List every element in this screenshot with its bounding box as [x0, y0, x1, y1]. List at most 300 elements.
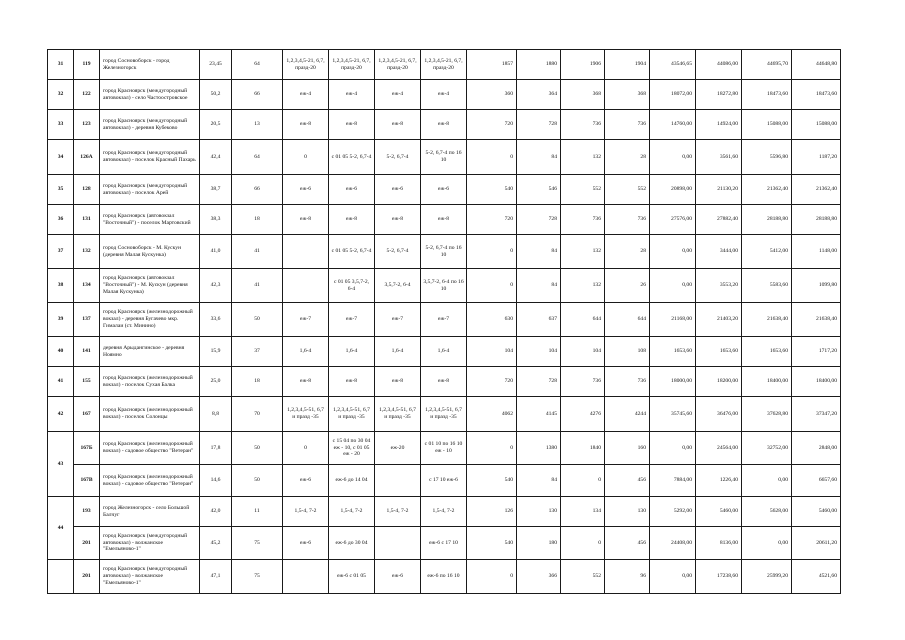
route-code: 201 — [74, 560, 100, 594]
trips-period-4: 552 — [605, 175, 650, 205]
row-number: 40 — [48, 337, 74, 367]
sum-period-2: 27882,40 — [696, 205, 742, 235]
schedule-period-4: еж-8 — [421, 110, 467, 140]
trips-period-3: 132 — [561, 140, 605, 175]
sum-period-3: 21362,40 — [742, 175, 792, 205]
row-number: 37 — [48, 235, 74, 269]
trips-period-4: 108 — [605, 337, 650, 367]
trips-period-1: 540 — [467, 527, 517, 560]
table-row — [48, 397, 841, 432]
sum-period-1: 5292,00 — [650, 497, 696, 527]
trips-period-1: 360 — [467, 80, 517, 110]
sum-period-4: 1187,20 — [792, 140, 841, 175]
trips-period-2: 1380 — [517, 432, 561, 465]
route-capacity: 50 — [232, 303, 283, 337]
route-name: город Красноярск (междугородный автовокзал) - поселок Красный Пахарь — [100, 140, 200, 175]
trips-period-3: 736 — [561, 367, 605, 397]
schedule-period-2: с 15 04 по 30 04 еж - 10, с 01 05 еж - 20 — [329, 432, 375, 465]
trips-period-3: 1840 — [561, 432, 605, 465]
trips-period-4: 368 — [605, 80, 650, 110]
schedule-period-1: еж-6 — [283, 465, 329, 497]
route-distance: 41,0 — [200, 235, 232, 269]
sum-period-4: 28188,80 — [792, 205, 841, 235]
route-distance: 15,9 — [200, 337, 232, 367]
route-code: 167Б — [74, 432, 100, 465]
sum-period-1: 43546,65 — [650, 50, 696, 80]
sum-period-2: 14924,00 — [696, 110, 742, 140]
trips-period-1: 720 — [467, 205, 517, 235]
route-capacity: 75 — [232, 560, 283, 594]
route-code: 193 — [74, 497, 100, 527]
trips-period-2: 4145 — [517, 397, 561, 432]
row-number: 33 — [48, 110, 74, 140]
schedule-period-2: еж-6 до 30 04 — [329, 527, 375, 560]
route-distance: 47,1 — [200, 560, 232, 594]
schedule-period-4: еж-6 — [421, 175, 467, 205]
route-capacity: 11 — [232, 497, 283, 527]
route-code: 123 — [74, 110, 100, 140]
schedule-period-2: 1,2,3,4,5-51, 6,7 и празд -35 — [329, 397, 375, 432]
route-distance: 23,45 — [200, 50, 232, 80]
route-capacity: 75 — [232, 527, 283, 560]
route-code: 128 — [74, 175, 100, 205]
route-code: 137 — [74, 303, 100, 337]
sum-period-2: 1226,40 — [696, 465, 742, 497]
sum-period-1: 18072,00 — [650, 80, 696, 110]
trips-period-4: 4244 — [605, 397, 650, 432]
row-number: 35 — [48, 175, 74, 205]
sum-period-4: 21638,40 — [792, 303, 841, 337]
schedule-period-3: 5-2, 6,7-4 — [375, 235, 421, 269]
row-number: 44 — [48, 497, 74, 560]
trips-period-2: 104 — [517, 337, 561, 367]
schedule-period-2: 1,5-4, 7-2 — [329, 497, 375, 527]
schedule-period-2: еж-4 — [329, 80, 375, 110]
trips-period-2: 180 — [517, 527, 561, 560]
table-row — [48, 367, 841, 397]
trips-period-2: 366 — [517, 560, 561, 594]
table-row — [48, 175, 841, 205]
sum-period-4: 20611,20 — [792, 527, 841, 560]
schedule-period-2: еж-6 с 01 05 — [329, 560, 375, 594]
sum-period-4: 6657,60 — [792, 465, 841, 497]
row-number: 43 — [48, 432, 74, 497]
schedule-period-4: 1,2,3,4,5-21, 6,7, празд-20 — [421, 50, 467, 80]
table-row — [48, 337, 841, 367]
sum-period-1: 0,00 — [650, 432, 696, 465]
schedule-period-1: 0 — [283, 140, 329, 175]
trips-period-3: 134 — [561, 497, 605, 527]
schedule-period-3: 1,2,3,4,5-21, 6,7, празд-20 — [375, 50, 421, 80]
trips-period-3: 1906 — [561, 50, 605, 80]
schedule-period-4: еж-6 с 17 10 — [421, 527, 467, 560]
route-name: город Красноярск (междугородный автовокзал) - поселок Арей — [100, 175, 200, 205]
route-name: город Красноярск (железнодорожный вокзал) - садовое общество "Ветеран" — [100, 465, 200, 497]
schedule-period-4: еж-8 — [421, 205, 467, 235]
route-distance: 38,3 — [200, 205, 232, 235]
sum-period-2: 21403,20 — [696, 303, 742, 337]
schedule-period-3: 1,6-4 — [375, 337, 421, 367]
route-code: 201 — [74, 527, 100, 560]
row-number: 41 — [48, 367, 74, 397]
sum-period-1: 7884,00 — [650, 465, 696, 497]
schedule-period-1 — [283, 235, 329, 269]
route-name: город Красноярск (железнодорожный вокзал) - поселок Сухая Балка — [100, 367, 200, 397]
schedule-period-2: 1,6-4 — [329, 337, 375, 367]
trips-period-1: 630 — [467, 303, 517, 337]
table-row — [48, 235, 841, 269]
sum-period-3: 18400,00 — [742, 367, 792, 397]
schedule-period-3 — [375, 465, 421, 497]
sum-period-3: 5628,00 — [742, 497, 792, 527]
schedule-period-1 — [283, 560, 329, 594]
trips-period-3: 0 — [561, 465, 605, 497]
schedule-period-4: еж-7 — [421, 303, 467, 337]
trips-period-4: 96 — [605, 560, 650, 594]
route-name: город Красноярск (железнодорожный вокзал) - поселок Солонцы — [100, 397, 200, 432]
route-code: 155 — [74, 367, 100, 397]
route-name: город Красноярск (автовокзал "Восточный") - поселок Мартовский — [100, 205, 200, 235]
schedule-period-3: еж-8 — [375, 205, 421, 235]
trips-period-4: 736 — [605, 205, 650, 235]
sum-period-2: 17238,60 — [696, 560, 742, 594]
trips-period-3: 0 — [561, 527, 605, 560]
trips-period-2: 1880 — [517, 50, 561, 80]
route-distance: 50,2 — [200, 80, 232, 110]
trips-period-1: 104 — [467, 337, 517, 367]
row-number — [48, 560, 74, 594]
sum-period-3: 37628,80 — [742, 397, 792, 432]
trips-period-4: 1904 — [605, 50, 650, 80]
schedule-period-2: с 01 05 5-2, 6,7-4 — [329, 235, 375, 269]
schedule-period-4: с 17 10 еж-6 — [421, 465, 467, 497]
sum-period-3: 25999,20 — [742, 560, 792, 594]
sum-period-3: 32752,00 — [742, 432, 792, 465]
trips-period-3: 736 — [561, 110, 605, 140]
route-name: город Красноярск (железнодорожный вокзал) - садовое общество "Ветеран" — [100, 432, 200, 465]
sum-period-4: 1717,20 — [792, 337, 841, 367]
route-code: 167 — [74, 397, 100, 432]
trips-period-2: 364 — [517, 80, 561, 110]
row-number: 31 — [48, 50, 74, 80]
schedule-period-3: 5-2, 6,7-4 — [375, 140, 421, 175]
route-schedule-table — [47, 49, 841, 594]
schedule-period-1: 0 — [283, 432, 329, 465]
trips-period-3: 4276 — [561, 397, 605, 432]
schedule-period-3 — [375, 527, 421, 560]
schedule-period-1: 1,2,3,4,5-21, 6,7, празд-20 — [283, 50, 329, 80]
trips-period-4: 28 — [605, 140, 650, 175]
route-distance: 25,0 — [200, 367, 232, 397]
schedule-period-3: 1,5-4, 7-2 — [375, 497, 421, 527]
sum-period-3: 5583,60 — [742, 269, 792, 303]
sum-period-2: 5460,00 — [696, 497, 742, 527]
trips-period-1: 0 — [467, 269, 517, 303]
schedule-period-4: еж-4 — [421, 80, 467, 110]
trips-period-3: 132 — [561, 235, 605, 269]
schedule-period-1: еж-8 — [283, 367, 329, 397]
table-row — [48, 560, 841, 594]
schedule-period-2: 1,2,3,4,5-21, 6,7, празд-20 — [329, 50, 375, 80]
trips-period-3: 644 — [561, 303, 605, 337]
trips-period-2: 546 — [517, 175, 561, 205]
trips-period-1: 0 — [467, 235, 517, 269]
trips-period-3: 552 — [561, 560, 605, 594]
trips-period-1: 126 — [467, 497, 517, 527]
trips-period-4: 28 — [605, 235, 650, 269]
route-code: 126А — [74, 140, 100, 175]
sum-period-3: 0,00 — [742, 527, 792, 560]
sum-period-2: 44086,00 — [696, 50, 742, 80]
schedule-period-1: еж-6 — [283, 527, 329, 560]
trips-period-2: 84 — [517, 140, 561, 175]
trips-period-2: 130 — [517, 497, 561, 527]
sum-period-4: 1148,00 — [792, 235, 841, 269]
route-code: 131 — [74, 205, 100, 235]
trips-period-4: 456 — [605, 465, 650, 497]
route-distance: 20,5 — [200, 110, 232, 140]
schedule-period-4: 1,5-4, 7-2 — [421, 497, 467, 527]
schedule-period-4: 5-2, 6,7-4 по 16 10 — [421, 235, 467, 269]
schedule-period-3: еж-6 — [375, 175, 421, 205]
route-distance: 42,4 — [200, 140, 232, 175]
trips-period-4: 130 — [605, 497, 650, 527]
schedule-period-1: еж-8 — [283, 205, 329, 235]
trips-period-3: 132 — [561, 269, 605, 303]
row-number: 39 — [48, 303, 74, 337]
sum-period-3: 5596,80 — [742, 140, 792, 175]
sum-period-2: 1653,60 — [696, 337, 742, 367]
route-capacity: 70 — [232, 397, 283, 432]
table-row — [48, 205, 841, 235]
sum-period-1: 0,00 — [650, 269, 696, 303]
table-row — [48, 50, 841, 80]
schedule-period-3: еж-4 — [375, 80, 421, 110]
trips-period-1: 1857 — [467, 50, 517, 80]
sum-period-1: 18000,00 — [650, 367, 696, 397]
sum-period-1: 0,00 — [650, 235, 696, 269]
trips-period-3: 552 — [561, 175, 605, 205]
route-code: 122 — [74, 80, 100, 110]
trips-period-1: 0 — [467, 432, 517, 465]
schedule-period-3: 1,2,3,4,5-51, 6,7 и празд -35 — [375, 397, 421, 432]
schedule-period-2: еж-8 — [329, 367, 375, 397]
route-name: город Красноярск (междугородный автовокзал) - волжанское "Емельяново-1" — [100, 527, 200, 560]
sum-period-1: 27576,00 — [650, 205, 696, 235]
schedule-period-4: 1,6-4 — [421, 337, 467, 367]
trips-period-1: 720 — [467, 367, 517, 397]
table-row — [48, 497, 841, 527]
route-name: город Красноярск (автовокзал "Восточный") - М. Кускун (деревня Малая Кускунка) — [100, 269, 200, 303]
route-capacity: 50 — [232, 432, 283, 465]
sum-period-2: 3553,20 — [696, 269, 742, 303]
schedule-period-4: 3,5,7-2, 6-4 по 16 10 — [421, 269, 467, 303]
route-name: город Красноярск (междугородный автовокзал) - село Частоостровское — [100, 80, 200, 110]
route-name: город Красноярск (железнодорожный вокзал) - деревня Бугачево мкр. Гималаи (ст. Минино) — [100, 303, 200, 337]
schedule-period-1: 1,6-4 — [283, 337, 329, 367]
schedule-period-2: еж-6 — [329, 175, 375, 205]
route-capacity: 50 — [232, 465, 283, 497]
route-distance: 8,8 — [200, 397, 232, 432]
route-capacity: 13 — [232, 110, 283, 140]
route-distance: 17,8 — [200, 432, 232, 465]
schedule-period-1: еж-4 — [283, 80, 329, 110]
sum-period-1: 20898,00 — [650, 175, 696, 205]
route-name: город Красноярск (междугородный автовокзал) - деревня Кубеково — [100, 110, 200, 140]
table-row — [48, 140, 841, 175]
row-number: 42 — [48, 397, 74, 432]
sum-period-2: 21130,20 — [696, 175, 742, 205]
schedule-period-3: еж-8 — [375, 367, 421, 397]
trips-period-4: 160 — [605, 432, 650, 465]
table-row — [48, 527, 841, 560]
route-code: 119 — [74, 50, 100, 80]
sum-period-3: 1653,60 — [742, 337, 792, 367]
trips-period-1: 0 — [467, 140, 517, 175]
schedule-period-4: с 01 10 по 16 10 еж - 10 — [421, 432, 467, 465]
schedule-period-1: еж-7 — [283, 303, 329, 337]
schedule-period-1: 1,2,3,4,5-51, 6,7 и празд -35 — [283, 397, 329, 432]
route-distance: 33,6 — [200, 303, 232, 337]
sum-period-4: 2848,00 — [792, 432, 841, 465]
trips-period-4: 644 — [605, 303, 650, 337]
trips-period-2: 637 — [517, 303, 561, 337]
route-distance: 38,7 — [200, 175, 232, 205]
sum-period-1: 35745,60 — [650, 397, 696, 432]
sum-period-2: 3444,00 — [696, 235, 742, 269]
route-capacity: 18 — [232, 205, 283, 235]
sum-period-1: 0,00 — [650, 140, 696, 175]
schedule-period-3: еж-7 — [375, 303, 421, 337]
sum-period-3: 21638,40 — [742, 303, 792, 337]
route-code: 132 — [74, 235, 100, 269]
schedule-period-2: с 01 05 3,5,7-2, 6-4 — [329, 269, 375, 303]
sum-period-2: 36476,00 — [696, 397, 742, 432]
sum-period-4: 21362,40 — [792, 175, 841, 205]
schedule-period-2: с 01 05 5-2, 6,7-4 — [329, 140, 375, 175]
table-row — [48, 269, 841, 303]
sum-period-4: 5460,00 — [792, 497, 841, 527]
sum-period-1: 14760,00 — [650, 110, 696, 140]
route-name: город Железногорск - село Большой Балчуг — [100, 497, 200, 527]
route-name: деревня Арыдангинское - деревня Ноямно — [100, 337, 200, 367]
row-number: 36 — [48, 205, 74, 235]
route-name: город Сосновоборск - город Железногорск — [100, 50, 200, 80]
table-row — [48, 110, 841, 140]
sum-period-4: 44648,80 — [792, 50, 841, 80]
trips-period-3: 736 — [561, 205, 605, 235]
schedule-period-2: еж-7 — [329, 303, 375, 337]
trips-period-3: 368 — [561, 80, 605, 110]
route-code: 141 — [74, 337, 100, 367]
trips-period-1: 540 — [467, 465, 517, 497]
trips-period-4: 26 — [605, 269, 650, 303]
route-capacity: 37 — [232, 337, 283, 367]
route-code: 167В — [74, 465, 100, 497]
sum-period-3: 28188,80 — [742, 205, 792, 235]
trips-period-1: 720 — [467, 110, 517, 140]
sum-period-3: 5412,00 — [742, 235, 792, 269]
schedule-period-3: еж-6 — [375, 560, 421, 594]
sum-period-4: 15088,00 — [792, 110, 841, 140]
route-capacity: 18 — [232, 367, 283, 397]
route-distance: 14,6 — [200, 465, 232, 497]
schedule-period-4: еж-8 — [421, 367, 467, 397]
trips-period-4: 456 — [605, 527, 650, 560]
table-row — [48, 303, 841, 337]
trips-period-1: 0 — [467, 560, 517, 594]
schedule-period-2: еж-6 до 14 04 — [329, 465, 375, 497]
trips-period-2: 728 — [517, 110, 561, 140]
sum-period-1: 1653,60 — [650, 337, 696, 367]
sum-period-3: 18473,60 — [742, 80, 792, 110]
trips-period-2: 84 — [517, 465, 561, 497]
schedule-period-1: 1,5-4, 7-2 — [283, 497, 329, 527]
route-code: 134 — [74, 269, 100, 303]
sum-period-2: 18200,00 — [696, 367, 742, 397]
schedule-period-1: еж-6 — [283, 175, 329, 205]
route-distance: 45,2 — [200, 527, 232, 560]
sum-period-4: 37347,20 — [792, 397, 841, 432]
schedule-period-4: 5-2, 6,7-4 по 16 10 — [421, 140, 467, 175]
schedule-period-3: еж-20 — [375, 432, 421, 465]
sum-period-4: 4521,60 — [792, 560, 841, 594]
trips-period-2: 84 — [517, 235, 561, 269]
trips-period-2: 84 — [517, 269, 561, 303]
trips-period-3: 104 — [561, 337, 605, 367]
route-name: город Красноярск (междугородный автовокзал) - волжанское "Емельяново-1" — [100, 560, 200, 594]
trips-period-2: 728 — [517, 205, 561, 235]
schedule-period-2: еж-8 — [329, 110, 375, 140]
route-capacity: 64 — [232, 50, 283, 80]
sum-period-1: 0,00 — [650, 560, 696, 594]
sum-period-4: 18400,00 — [792, 367, 841, 397]
trips-period-4: 736 — [605, 110, 650, 140]
sum-period-2: 24564,00 — [696, 432, 742, 465]
trips-period-4: 736 — [605, 367, 650, 397]
sum-period-2: 18272,80 — [696, 80, 742, 110]
route-name: город Сосновоборск - М. Кускун (деревня Малая Кускунка) — [100, 235, 200, 269]
sum-period-4: 1099,80 — [792, 269, 841, 303]
table-row — [48, 80, 841, 110]
route-capacity: 64 — [232, 140, 283, 175]
schedule-period-3: еж-8 — [375, 110, 421, 140]
trips-period-2: 728 — [517, 367, 561, 397]
schedule-period-1: еж-8 — [283, 110, 329, 140]
trips-period-1: 540 — [467, 175, 517, 205]
table-row — [48, 432, 841, 465]
row-number: 34 — [48, 140, 74, 175]
sum-period-3: 15088,00 — [742, 110, 792, 140]
route-distance: 42,0 — [200, 497, 232, 527]
sum-period-1: 21168,00 — [650, 303, 696, 337]
trips-period-1: 4062 — [467, 397, 517, 432]
schedule-period-3: 3,5,7-2, 6-4 — [375, 269, 421, 303]
schedule-period-1 — [283, 269, 329, 303]
sum-period-4: 18473,60 — [792, 80, 841, 110]
sum-period-1: 24408,00 — [650, 527, 696, 560]
schedule-period-4: 1,2,3,4,5-51, 6,7 и празд -35 — [421, 397, 467, 432]
table-row — [48, 465, 841, 497]
sum-period-3: 0,00 — [742, 465, 792, 497]
route-capacity: 41 — [232, 235, 283, 269]
row-number: 32 — [48, 80, 74, 110]
sum-period-2: 8136,00 — [696, 527, 742, 560]
route-distance: 42,3 — [200, 269, 232, 303]
route-capacity: 66 — [232, 80, 283, 110]
sum-period-2: 3561,60 — [696, 140, 742, 175]
schedule-period-2: еж-8 — [329, 205, 375, 235]
